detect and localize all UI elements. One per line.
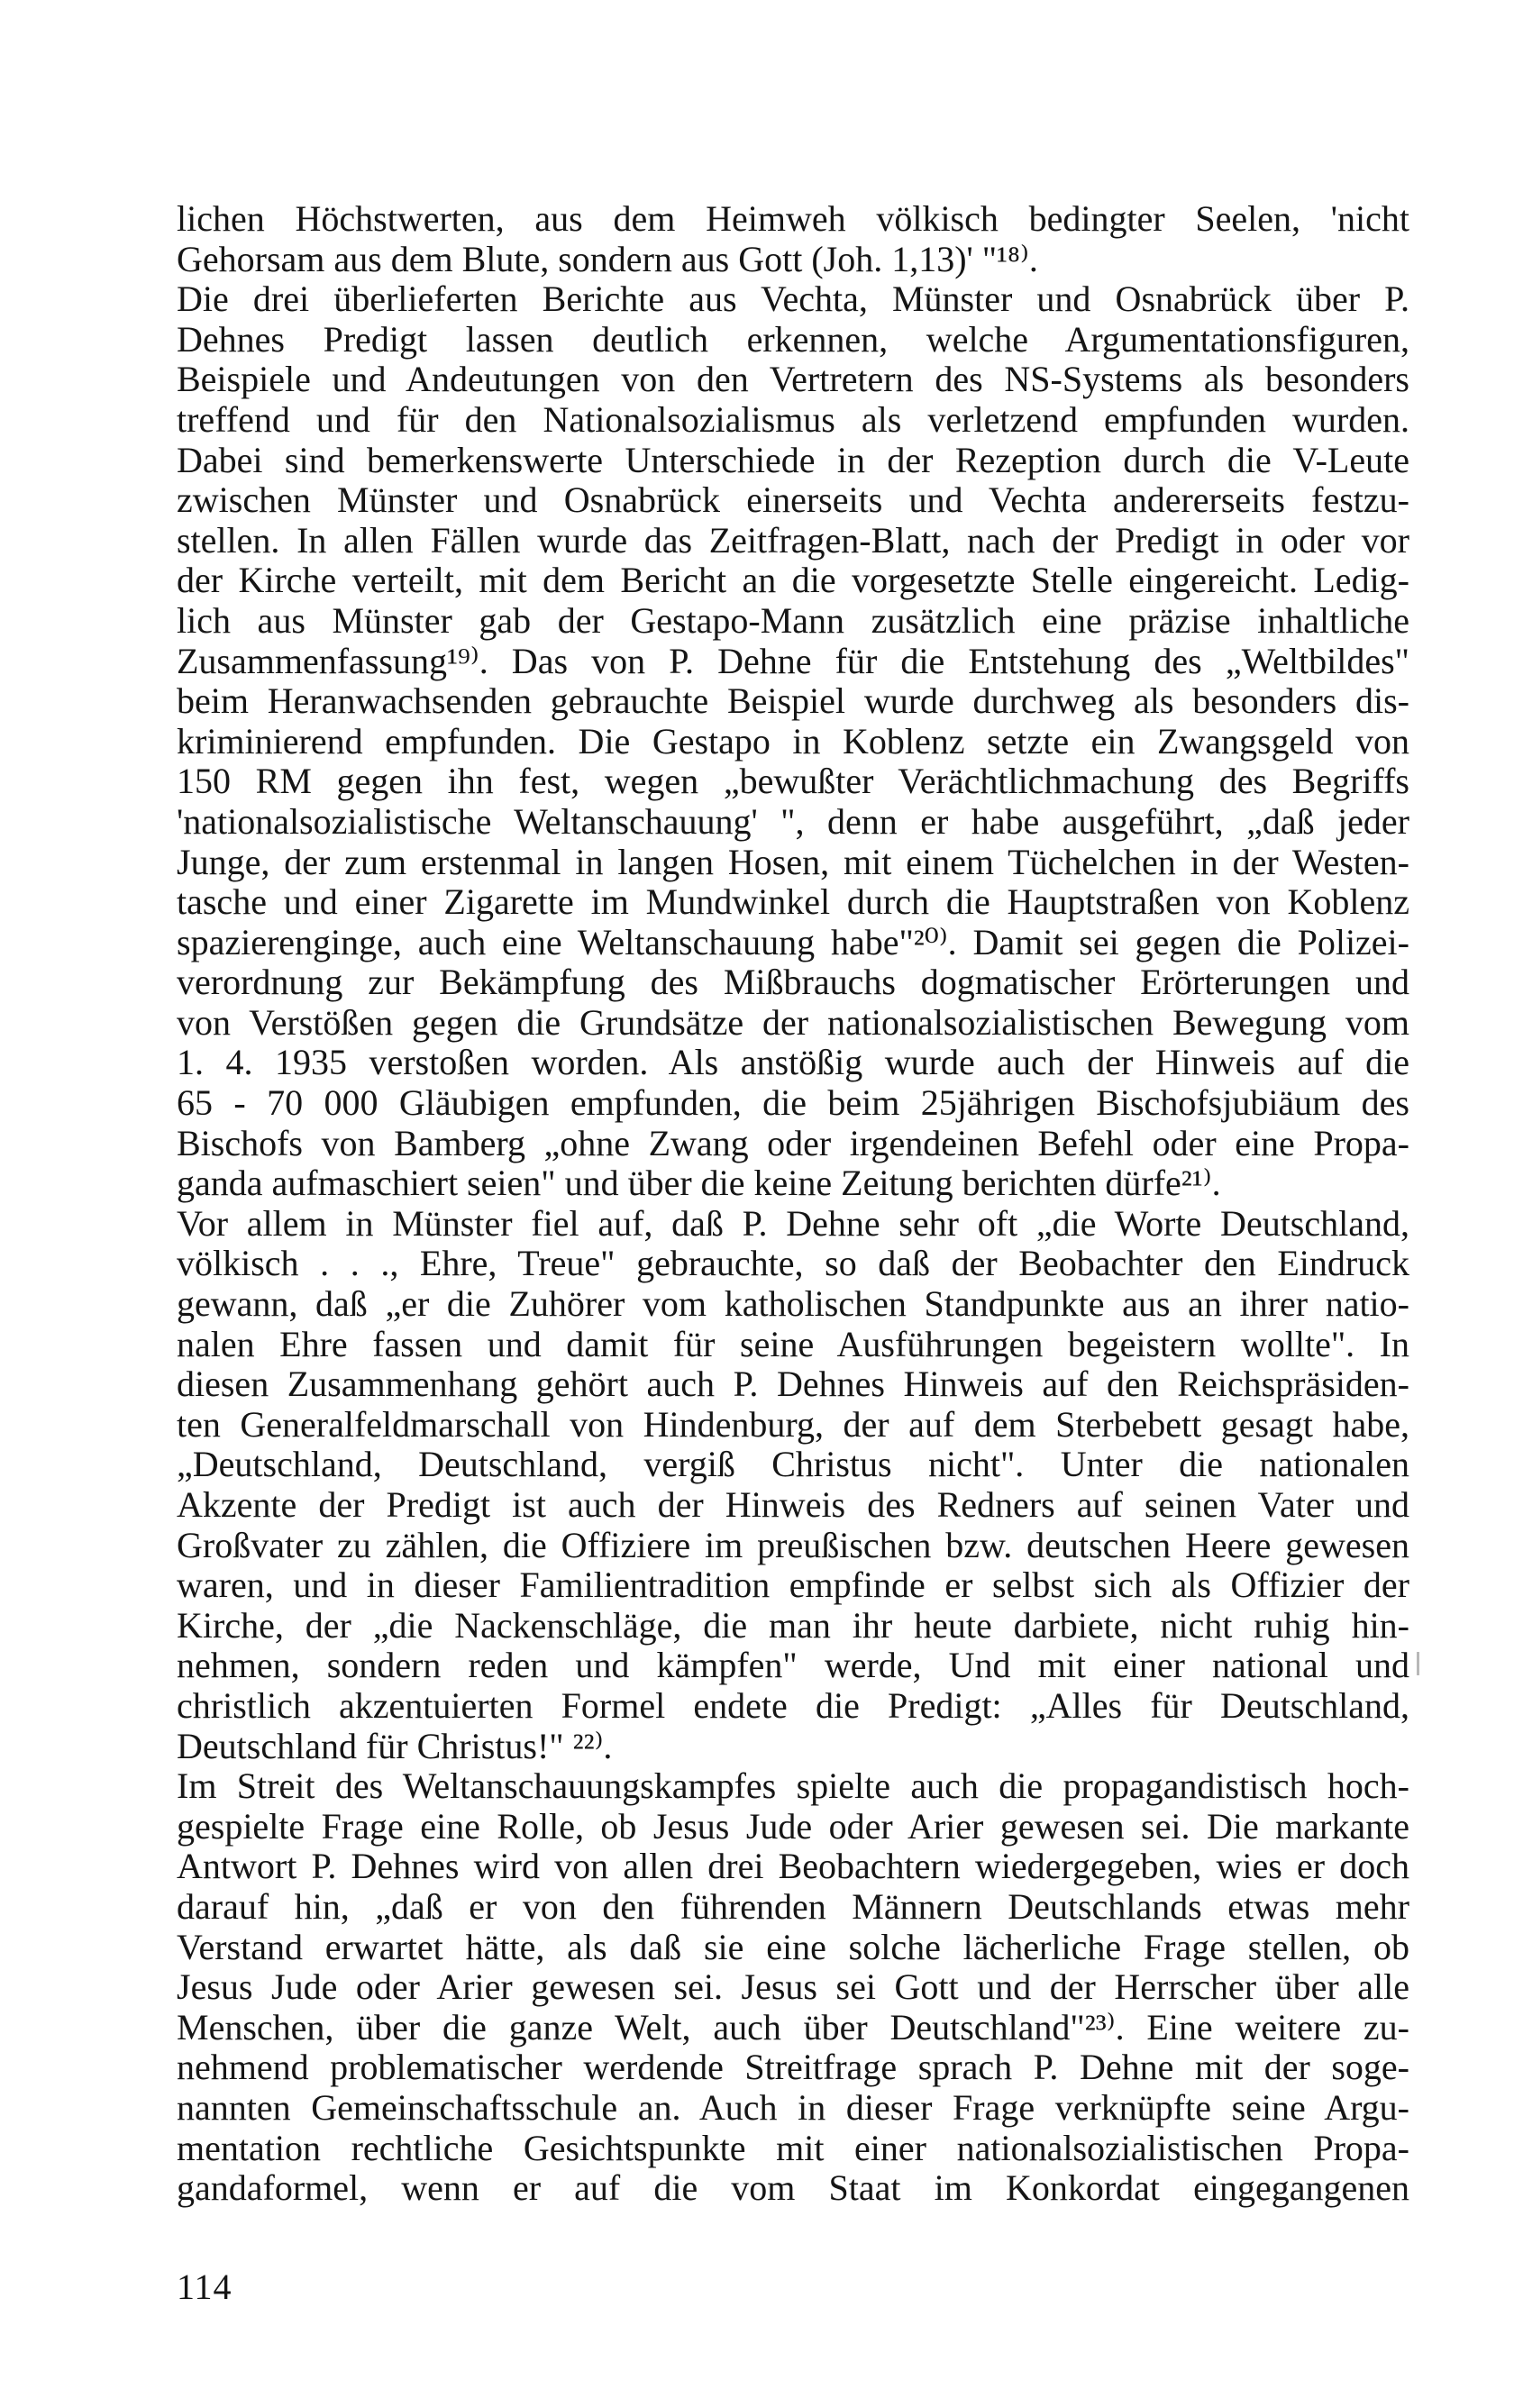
text-line: ten Generalfeldmarschall von Hindenburg, der auf dem Sterbebett gesagt habe, — [177, 1403, 1409, 1445]
text-line: christlich akzentuierten Formel endete die Predigt: „Alles für Deutschland, — [177, 1684, 1409, 1726]
text-line: kriminierend empfunden. Die Gestapo in Koblenz setzte ein Zwangsgeld von — [177, 720, 1409, 762]
text-line: Bischofs von Bamberg „ohne Zwang oder irgendeinen Befehl oder eine Propa- — [177, 1122, 1409, 1163]
text-line: Zusammenfassung¹⁹⁾. Das von P. Dehne für die Entstehung des „Weltbildes" — [177, 640, 1409, 681]
text-line: nalen Ehre fassen und damit für seine Ausführungen begeistern wollte". In — [177, 1323, 1409, 1364]
text-line: Kirche, der „die Nackenschläge, die man ihr heute darbiete, nicht ruhig hin- — [177, 1604, 1409, 1646]
page-number: 114 — [177, 2267, 233, 2307]
text-line: beim Heranwachsenden gebrauchte Beispiel wurde durchweg als besonders dis- — [177, 680, 1409, 722]
text-line: nehmend problematischer werdende Streitfrage sprach P. Dehne mit der soge- — [177, 2047, 1409, 2088]
text-line: Gehorsam aus dem Blute, sondern aus Gott (Joh. 1,13)' "¹⁸⁾. — [177, 238, 1038, 279]
text-line: 150 RM gegen ihn fest, wegen „bewußter Verächtlichmachung des Begriffs — [177, 761, 1409, 802]
text-line: gespielte Frage eine Rolle, ob Jesus Jude oder Arier gewesen sei. Die markante — [177, 1805, 1409, 1847]
text-line: tasche und einer Zigarette im Mundwinkel durch die Hauptstraßen von Koblenz — [177, 881, 1409, 923]
text-line: mentation rechtliche Gesichtspunkte mit einer nationalsozialistischen Propa- — [177, 2127, 1409, 2168]
text-line: „Deutschland, Deutschland, vergiß Christus nicht". Unter die nationalen — [177, 1444, 1409, 1485]
text-line: der Kirche verteilt, mit dem Bericht an die vorgesetzte Stelle eingereicht. Ledig- — [177, 560, 1409, 601]
text-line: ganda aufmaschiert seien" und über die keine Zeitung berichten dürfe²¹⁾. — [177, 1163, 1221, 1204]
text-line: Antwort P. Dehnes wird von allen drei Beobachtern wiedergegeben, wies er doch — [177, 1846, 1409, 1887]
text-line: 65 - 70 000 Gläubigen empfunden, die beim 25jährigen Bischofsjubiäum des — [177, 1082, 1409, 1124]
text-line: Verstand erwartet hätte, als daß sie eine solche lächerliche Frage stellen, ob — [177, 1926, 1409, 1967]
text-line: Menschen, über die ganze Welt, auch über Deutschland"²³⁾. Eine weitere zu- — [177, 2006, 1409, 2048]
text-line: von Verstößen gegen die Grundsätze der nationalsozialistischen Bewegung vom — [177, 1001, 1409, 1043]
text-line: Vor allem in Münster fiel auf, daß P. Dehne sehr oft „die Worte Deutschland, — [177, 1202, 1409, 1244]
text-line: Im Streit des Weltanschauungskampfes spielte auch die propagandistisch hoch- — [177, 1765, 1409, 1807]
text-line: diesen Zusammenhang gehört auch P. Dehnes Hinweis auf den Reichspräsiden- — [177, 1364, 1409, 1405]
text-line: verordnung zur Bekämpfung des Mißbrauchs dogmatischer Erörterungen und — [177, 962, 1409, 1003]
text-line: Großvater zu zählen, die Offiziere im preußischen bzw. deutschen Heere gewesen — [177, 1524, 1409, 1565]
text-line: zwischen Münster und Osnabrück einerseits und Vechta andererseits festzu- — [177, 479, 1409, 521]
text-line: lichen Höchstwerten, aus dem Heimweh völkisch bedingter Seelen, 'nicht — [177, 198, 1409, 239]
text-line: gandaformel, wenn er auf die vom Staat im Konkordat eingegangenen — [177, 2167, 1409, 2209]
text-line: gewann, daß „er die Zuhörer vom katholischen Standpunkte aus an ihrer natio- — [177, 1283, 1409, 1325]
text-line: stellen. In allen Fällen wurde das Zeitfragen-Blatt, nach der Predigt in oder vor — [177, 519, 1409, 561]
text-line: 'nationalsozialistische Weltanschauung' ", denn er habe ausgeführt, „daß jeder — [177, 800, 1409, 842]
text-line: Dabei sind bemerkenswerte Unterschiede in der Rezeption durch die V-Leute — [177, 439, 1409, 480]
text-line: Die drei überlieferten Berichte aus Vechta, Münster und Osnabrück über P. — [177, 278, 1409, 320]
text-line: nehmen, sondern reden und kämpfen" werde, Und mit einer national und — [177, 1645, 1409, 1686]
text-line: spazierenginge, auch eine Weltanschauung habe"²⁰⁾. Damit sei gegen die Polizei- — [177, 921, 1409, 962]
text-line: Jesus Jude oder Arier gewesen sei. Jesus sei Gott und der Herrscher über alle — [177, 1966, 1409, 2008]
text-line: Beispiele und Andeutungen von den Vertretern des NS-Systems als besonders — [177, 359, 1409, 400]
text-line: Deutschland für Christus!" ²²⁾. — [177, 1725, 613, 1766]
text-line: Junge, der zum erstenmal in langen Hosen, mit einem Tüchelchen in der Westen- — [177, 841, 1409, 882]
body-text — [177, 199, 1409, 2209]
text-line: Akzente der Predigt ist auch der Hinweis des Redners auf seinen Vater und — [177, 1484, 1409, 1525]
text-line: waren, und in dieser Familientradition empfinde er selbst sich als Offizier der — [177, 1564, 1409, 1606]
text-line: völkisch . . ., Ehre, Treue" gebrauchte, so daß der Beobachter den Eindruck — [177, 1243, 1409, 1284]
text-line: treffend und für den Nationalsozialismus als verletzend empfunden wurden. — [177, 398, 1409, 440]
text-line: darauf hin, „daß er von den führenden Männern Deutschlands etwas mehr — [177, 1885, 1409, 1927]
text-line: lich aus Münster gab der Gestapo-Mann zusätzlich eine präzise inhaltliche — [177, 599, 1409, 641]
scan-mark — [1417, 1652, 1419, 1675]
text-line: 1. 4. 1935 verstoßen worden. Als anstößig wurde auch der Hinweis auf die — [177, 1042, 1409, 1083]
text-line: Dehnes Predigt lassen deutlich erkennen, welche Argumentationsfiguren, — [177, 318, 1409, 360]
text-line: nannten Gemeinschaftsschule an. Auch in dieser Frage verknüpfte seine Argu- — [177, 2086, 1409, 2128]
